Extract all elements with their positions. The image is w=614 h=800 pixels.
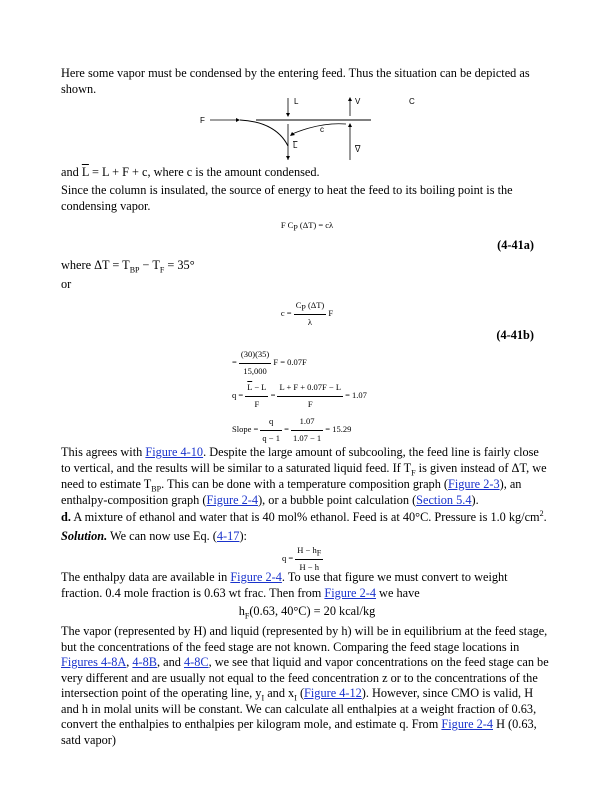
diagram-label-L: L — [294, 97, 299, 106]
paragraph-lbar: and $\overline{L} = L + F + c$, where c is the amount condensed. — [61, 165, 320, 179]
equation-line-slope: Slope = $\frac{q}{q - 1}$ = $\frac{1.07}{1.07 - 1}$ = 15.29 — [232, 416, 352, 443]
link-figure-2-3[interactable]: Figure 2-3 — [448, 476, 500, 491]
link-figure-4-8c[interactable]: 4-8C — [183, 655, 209, 669]
diagram-label-Vbar: V — [355, 145, 361, 154]
equation-label-4-41a: (4-41a) — [497, 238, 534, 252]
diagram-label-c: c — [320, 125, 324, 134]
equation-line-q: q = $\frac{\overline{L} - L}{F}$ = $\frac{L + F + 0.07F - L}{F}$ = 1.07 — [232, 382, 367, 409]
link-figure-2-4-c[interactable]: Figure 2-4 — [441, 717, 493, 731]
link-figure-4-8b[interactable]: 4-8B — [132, 655, 157, 669]
feed-stage-diagram — [196, 94, 426, 164]
equation-line-1: = $\frac{(30)(35)}{15,000}$ F = 0.07F — [232, 349, 307, 376]
diagram-label-Lbar: L — [293, 141, 298, 150]
equation-q-enthalpy: q = $\frac{H - h_F}{H - h}$ — [282, 545, 322, 572]
hf-equation: $h_F(0.63$, 40°C) = 20 kcal/kg — [238, 604, 376, 621]
link-section-5-4[interactable]: Section 5.4 — [416, 492, 472, 507]
link-figure-2-4[interactable]: Figure 2-4 — [206, 492, 259, 507]
or-line: or — [61, 277, 72, 291]
link-figure-2-4-a[interactable]: Figure 2-4 — [230, 570, 282, 584]
equation-label-4-41b: (4-41b) — [496, 328, 534, 342]
paragraph-intro: Here some vapor must be condensed by the entering feed. Thus the situation can be depicted as shown. — [61, 66, 530, 96]
link-figures-4-8a[interactable]: Figures 4-8A — [61, 655, 127, 669]
condense-curve — [292, 124, 346, 134]
part-d: d. A mixture of ethanol and water that is 40 mol% ethanol. Feed is at 40°C. Pressure is 1.0 $kg/cm^2$. — [61, 508, 547, 524]
paragraph-vapor: The vapor (represented by H) and liquid (represented by h) will be in equilibrium at the feed stage, but the concentrations of the feed stage are not known. Comparing the feed stage locations in Figures 4-8A, 4-8B, and 4-8C, we see that liquid and vapor concentrations on the feed stage can be very different and are usually not equal to the feed concentration z or to the concentrations of the intersection point of the operating line, $y_I$ and $x_I$ (Figure 4-12). However, since CMO is valid, H and h in molal units will be constant. We can calculate all enthalpies at a weight fraction of 0.63, convert the enthalpies to enthalpies per kilogram mole, and estimate q. From Figure 2-4 H (0.63, satd vapor) — [61, 624, 549, 747]
diagram-label-V: V — [355, 97, 361, 106]
link-figure-2-4-b[interactable]: Figure 2-4 — [324, 585, 376, 600]
paragraph-insulated: Since the column is insulated, the source of energy to heat the feed to its boiling point is the condensing vapor. — [61, 183, 513, 213]
link-figure-4-12[interactable]: Figure 4-12 — [304, 686, 362, 700]
solution-line: Solution. We can now use Eq. (4-17): — [61, 529, 247, 543]
equation-4-41a: F $C_P$ (ΔT) = cλ — [280, 220, 334, 233]
where-line: where $\Delta T = T_{BP} - T_F = 35^\circ$ — [61, 258, 195, 275]
feed-curve — [240, 120, 288, 146]
link-eq-4-17[interactable]: 4-17 — [216, 529, 240, 543]
equation-4-41b: c = $\frac{C_P (\Delta T)}{\lambda}$ F — [280, 300, 334, 327]
paragraph-enthalpy: The enthalpy data are available in Figure 2-4. To use that figure we must convert to weight fraction. 0.4 mole fraction is 0.63 wt frac. Then from Figure 2-4 we have — [61, 570, 508, 600]
diagram-label-C: C — [409, 97, 415, 106]
link-figure-4-10[interactable]: Figure 4-10 — [145, 445, 204, 459]
diagram-label-F: F — [200, 116, 205, 125]
paragraph-agrees: This agrees with Figure 4-10. Despite the large amount of subcooling, the feed line is fairly close to vertical, and the results will be similar to a saturated liquid feed. If $T_F$ is given instead of ΔT, we need to estimate $T_{BP}$. This can be done with a temperature composition graph (Figure 2-3), an enthalpy-composition graph (Figure 2-4), or a bubble point calculation (Section 5.4). — [61, 445, 547, 507]
